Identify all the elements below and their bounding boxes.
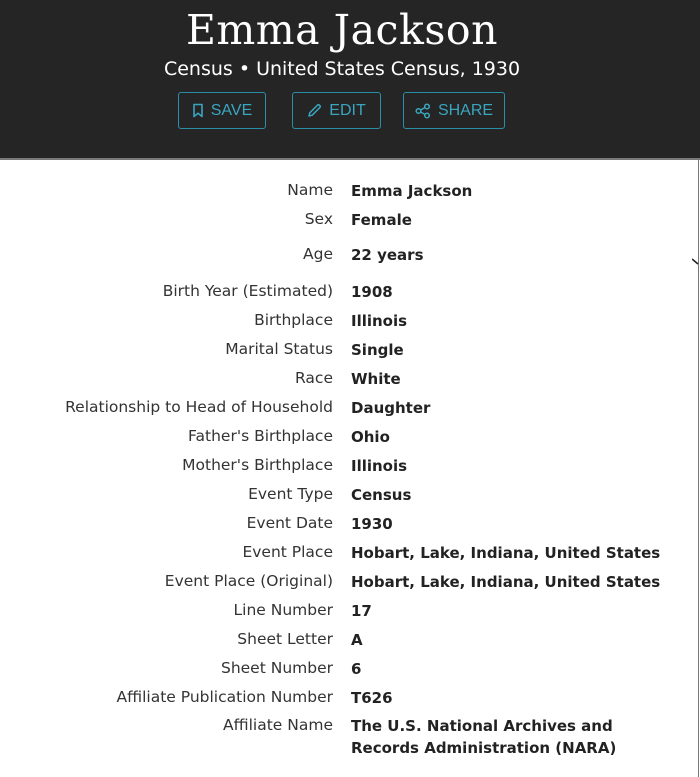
field-row-birth-year: Birth Year (Estimated) 1908 xyxy=(162,282,393,301)
share-button[interactable] xyxy=(403,92,505,129)
edit-label: EDIT xyxy=(329,101,366,119)
field-row-event-place: Event Place Hobart, Lake, Indiana, United States xyxy=(242,543,661,562)
field-row-line-number: Line Number 17 xyxy=(233,601,372,620)
field-row-race: Race White xyxy=(295,369,401,388)
field-row-sex: Sex Female xyxy=(304,210,412,229)
field-row-father-birthplace: Father's Birthplace Ohio xyxy=(188,427,390,446)
field-row-affiliate-publication-number: Affiliate Publication Number T626 xyxy=(116,688,393,707)
record-header xyxy=(0,0,700,160)
field-row-event-place-original: Event Place (Original) Hobart, Lake, Indiana, United States xyxy=(164,572,661,591)
field-row-sheet-letter: Sheet Letter A xyxy=(237,630,363,649)
bookmark-icon xyxy=(192,103,204,118)
field-row-marital-status: Marital Status Single xyxy=(225,340,404,359)
field-row-mother-birthplace: Mother's Birthplace Illinois xyxy=(182,456,408,475)
field-row-name: Name Emma Jackson xyxy=(287,181,473,200)
field-row-event-type: Event Type Census xyxy=(248,485,412,504)
save-label: SAVE xyxy=(210,101,253,119)
record-details xyxy=(0,178,700,759)
field-row-relationship: Relationship to Head of Household Daughter xyxy=(65,398,431,417)
pencil-icon xyxy=(307,103,322,118)
share-label: SHARE xyxy=(437,101,494,119)
field-row-affiliate-name: Affiliate Name The U.S. National Archives and Records Administration (NARA) xyxy=(223,716,617,757)
save-button[interactable] xyxy=(178,92,266,129)
field-row-event-date: Event Date 1930 xyxy=(246,514,393,533)
chevron-down-icon[interactable] xyxy=(692,252,700,271)
edit-button[interactable] xyxy=(292,92,381,129)
field-row-sheet-number: Sheet Number 6 xyxy=(220,659,362,678)
field-row-age: Age 22 years xyxy=(303,245,424,264)
field-row-birthplace: Birthplace Illinois xyxy=(254,311,408,330)
share-icon xyxy=(415,103,431,119)
record-title: Emma Jackson xyxy=(186,6,498,54)
record-subtitle: Census • United States Census, 1930 xyxy=(163,58,521,80)
